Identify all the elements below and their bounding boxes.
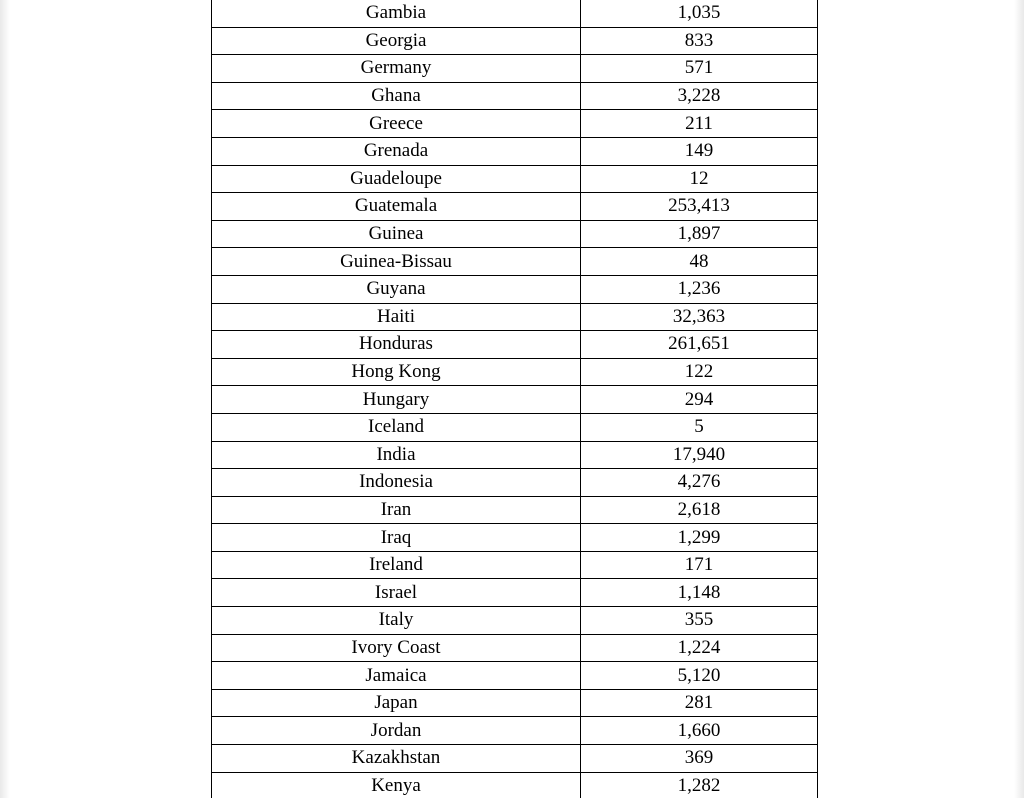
table-row xyxy=(212,607,818,635)
country-cell: Indonesia xyxy=(212,469,581,497)
page-edge-shadow-right xyxy=(1014,0,1024,798)
table-row xyxy=(212,165,818,193)
table-row xyxy=(212,441,818,469)
country-cell: Germany xyxy=(212,55,581,83)
table-row xyxy=(212,524,818,552)
table-row xyxy=(212,386,818,414)
count-cell: 253,413 xyxy=(581,193,818,221)
table-row xyxy=(212,248,818,276)
count-cell: 1,282 xyxy=(581,772,818,798)
table-row xyxy=(212,745,818,773)
country-cell: Guinea xyxy=(212,220,581,248)
table-row xyxy=(212,689,818,717)
country-cell: Iran xyxy=(212,496,581,524)
country-cell: Kenya xyxy=(212,772,581,798)
count-cell: 1,148 xyxy=(581,579,818,607)
country-cell: Italy xyxy=(212,607,581,635)
table-row xyxy=(212,496,818,524)
table-row xyxy=(212,662,818,690)
country-cell: Ghana xyxy=(212,82,581,110)
count-cell: 2,618 xyxy=(581,496,818,524)
table-row xyxy=(212,220,818,248)
count-cell: 3,228 xyxy=(581,82,818,110)
country-cell: Haiti xyxy=(212,303,581,331)
count-cell: 1,224 xyxy=(581,634,818,662)
count-cell: 294 xyxy=(581,386,818,414)
country-cell: Gambia xyxy=(212,0,581,27)
country-cell: Honduras xyxy=(212,331,581,359)
table-row xyxy=(212,579,818,607)
table-row xyxy=(212,772,818,798)
country-cell: Ivory Coast xyxy=(212,634,581,662)
count-cell: 5 xyxy=(581,413,818,441)
country-cell: Hungary xyxy=(212,386,581,414)
table-row xyxy=(212,469,818,497)
count-cell: 12 xyxy=(581,165,818,193)
country-cell: Kazakhstan xyxy=(212,745,581,773)
table-row xyxy=(212,303,818,331)
table-row xyxy=(212,0,818,27)
country-cell: Jordan xyxy=(212,717,581,745)
count-cell: 261,651 xyxy=(581,331,818,359)
country-cell: Georgia xyxy=(212,27,581,55)
country-cell: Guatemala xyxy=(212,193,581,221)
count-cell: 833 xyxy=(581,27,818,55)
country-cell: Israel xyxy=(212,579,581,607)
count-cell: 369 xyxy=(581,745,818,773)
country-cell: Guinea-Bissau xyxy=(212,248,581,276)
table-body xyxy=(212,0,818,798)
country-cell: Ireland xyxy=(212,551,581,579)
count-cell: 571 xyxy=(581,55,818,83)
table-row xyxy=(212,110,818,138)
count-cell: 355 xyxy=(581,607,818,635)
count-cell: 211 xyxy=(581,110,818,138)
table-row xyxy=(212,193,818,221)
table-row xyxy=(212,551,818,579)
table-row xyxy=(212,137,818,165)
country-cell: Greece xyxy=(212,110,581,138)
count-cell: 281 xyxy=(581,689,818,717)
country-cell: Japan xyxy=(212,689,581,717)
country-cell: Grenada xyxy=(212,137,581,165)
country-cell: India xyxy=(212,441,581,469)
count-cell: 1,897 xyxy=(581,220,818,248)
table-row xyxy=(212,275,818,303)
country-cell: Iceland xyxy=(212,413,581,441)
count-cell: 122 xyxy=(581,358,818,386)
table-row xyxy=(212,55,818,83)
count-cell: 1,035 xyxy=(581,0,818,27)
count-cell: 32,363 xyxy=(581,303,818,331)
count-cell: 5,120 xyxy=(581,662,818,690)
table-row xyxy=(212,27,818,55)
page-edge-shadow-left xyxy=(0,0,10,798)
country-count-table xyxy=(211,0,818,798)
country-cell: Iraq xyxy=(212,524,581,552)
country-cell: Guyana xyxy=(212,275,581,303)
table-row xyxy=(212,634,818,662)
count-cell: 1,299 xyxy=(581,524,818,552)
country-cell: Hong Kong xyxy=(212,358,581,386)
count-cell: 4,276 xyxy=(581,469,818,497)
table-row xyxy=(212,82,818,110)
count-cell: 1,660 xyxy=(581,717,818,745)
country-cell: Jamaica xyxy=(212,662,581,690)
table-row xyxy=(212,717,818,745)
count-cell: 171 xyxy=(581,551,818,579)
table-row xyxy=(212,413,818,441)
count-cell: 17,940 xyxy=(581,441,818,469)
count-cell: 1,236 xyxy=(581,275,818,303)
count-cell: 149 xyxy=(581,137,818,165)
table-row xyxy=(212,331,818,359)
country-cell: Guadeloupe xyxy=(212,165,581,193)
table-row xyxy=(212,358,818,386)
count-cell: 48 xyxy=(581,248,818,276)
